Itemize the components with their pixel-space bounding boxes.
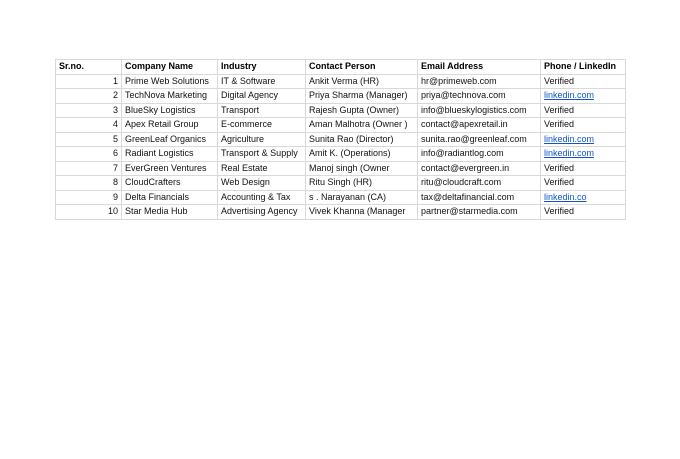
cell-industry: Real Estate xyxy=(218,161,306,176)
cell-contact-person: Manoj singh (Owner xyxy=(306,161,418,176)
cell-company-name: TechNova Marketing xyxy=(122,89,218,104)
cell-sr-no: 5 xyxy=(56,132,122,147)
cell-contact-person: Ritu Singh (HR) xyxy=(306,176,418,191)
header-phone-linkedin: Phone / LinkedIn xyxy=(541,60,626,75)
cell-contact-person: Amit K. (Operations) xyxy=(306,147,418,162)
header-contact-person: Contact Person xyxy=(306,60,418,75)
linkedin-link[interactable]: linkedin.com xyxy=(544,133,595,144)
cell-email-address: hr@primeweb.com xyxy=(418,74,541,89)
cell-contact-person: Ankit Verma (HR) xyxy=(306,74,418,89)
table-row xyxy=(56,103,626,118)
cell-industry: Transport xyxy=(218,103,306,118)
cell-email-address: info@blueskylogistics.com xyxy=(418,103,541,118)
cell-industry: IT & Software xyxy=(218,74,306,89)
cell-company-name: CloudCrafters xyxy=(122,176,218,191)
cell-company-name: Star Media Hub xyxy=(122,205,218,220)
table-row xyxy=(56,205,626,220)
cell-phone-linkedin xyxy=(541,147,626,162)
cell-industry: Transport & Supply xyxy=(218,147,306,162)
cell-company-name: Prime Web Solutions xyxy=(122,74,218,89)
linkedin-link[interactable]: linkedin.com xyxy=(544,90,595,101)
cell-phone-linkedin: Verified xyxy=(541,161,626,176)
table-row xyxy=(56,147,626,162)
table-row xyxy=(56,132,626,147)
cell-sr-no: 8 xyxy=(56,176,122,191)
cell-sr-no: 10 xyxy=(56,205,122,220)
cell-company-name: Delta Financials xyxy=(122,190,218,205)
cell-sr-no: 6 xyxy=(56,147,122,162)
cell-email-address: info@radiantlog.com xyxy=(418,147,541,162)
cell-industry: Agriculture xyxy=(218,132,306,147)
header-industry: Industry xyxy=(218,60,306,75)
cell-contact-person: Vivek Khanna (Manager xyxy=(306,205,418,220)
cell-industry: Digital Agency xyxy=(218,89,306,104)
cell-email-address: contact@evergreen.in xyxy=(418,161,541,176)
cell-industry: E-commerce xyxy=(218,118,306,133)
cell-contact-person: Sunita Rao (Director) xyxy=(306,132,418,147)
cell-industry: Accounting & Tax xyxy=(218,190,306,205)
cell-phone-linkedin: Verified xyxy=(541,74,626,89)
table-row xyxy=(56,161,626,176)
cell-sr-no: 4 xyxy=(56,118,122,133)
cell-email-address: ritu@cloudcraft.com xyxy=(418,176,541,191)
header-company-name: Company Name xyxy=(122,60,218,75)
table-row xyxy=(56,118,626,133)
cell-email-address: priya@technova.com xyxy=(418,89,541,104)
cell-company-name: Radiant Logistics xyxy=(122,147,218,162)
cell-phone-linkedin xyxy=(541,190,626,205)
contacts-table xyxy=(55,59,626,220)
cell-contact-person: Priya Sharma (Manager) xyxy=(306,89,418,104)
cell-sr-no: 3 xyxy=(56,103,122,118)
cell-sr-no: 9 xyxy=(56,190,122,205)
cell-phone-linkedin: Verified xyxy=(541,118,626,133)
cell-phone-linkedin: Verified xyxy=(541,103,626,118)
cell-email-address: contact@apexretail.in xyxy=(418,118,541,133)
cell-email-address: tax@deltafinancial.com xyxy=(418,190,541,205)
cell-sr-no: 2 xyxy=(56,89,122,104)
cell-company-name: Apex Retail Group xyxy=(122,118,218,133)
table-row xyxy=(56,176,626,191)
cell-contact-person: Rajesh Gupta (Owner) xyxy=(306,103,418,118)
linkedin-link[interactable]: linkedin.com xyxy=(544,148,595,159)
header-row xyxy=(56,60,626,75)
linkedin-link[interactable]: linkedin.co xyxy=(544,191,587,202)
cell-sr-no: 1 xyxy=(56,74,122,89)
cell-phone-linkedin xyxy=(541,132,626,147)
cell-phone-linkedin xyxy=(541,89,626,104)
cell-phone-linkedin: Verified xyxy=(541,205,626,220)
cell-email-address: sunita.rao@greenleaf.com xyxy=(418,132,541,147)
cell-contact-person: Aman Malhotra (Owner ) xyxy=(306,118,418,133)
table-row xyxy=(56,74,626,89)
cell-company-name: GreenLeaf Organics xyxy=(122,132,218,147)
cell-phone-linkedin: Verified xyxy=(541,176,626,191)
cell-contact-person: s . Narayanan (CA) xyxy=(306,190,418,205)
table-body xyxy=(56,74,626,219)
cell-company-name: EverGreen Ventures xyxy=(122,161,218,176)
table-row xyxy=(56,190,626,205)
cell-sr-no: 7 xyxy=(56,161,122,176)
header-email-address: Email Address xyxy=(418,60,541,75)
cell-industry: Advertising Agency xyxy=(218,205,306,220)
cell-email-address: partner@starmedia.com xyxy=(418,205,541,220)
cell-company-name: BlueSky Logistics xyxy=(122,103,218,118)
header-sr-no: Sr.no. xyxy=(56,60,122,75)
cell-industry: Web Design xyxy=(218,176,306,191)
table-row xyxy=(56,89,626,104)
